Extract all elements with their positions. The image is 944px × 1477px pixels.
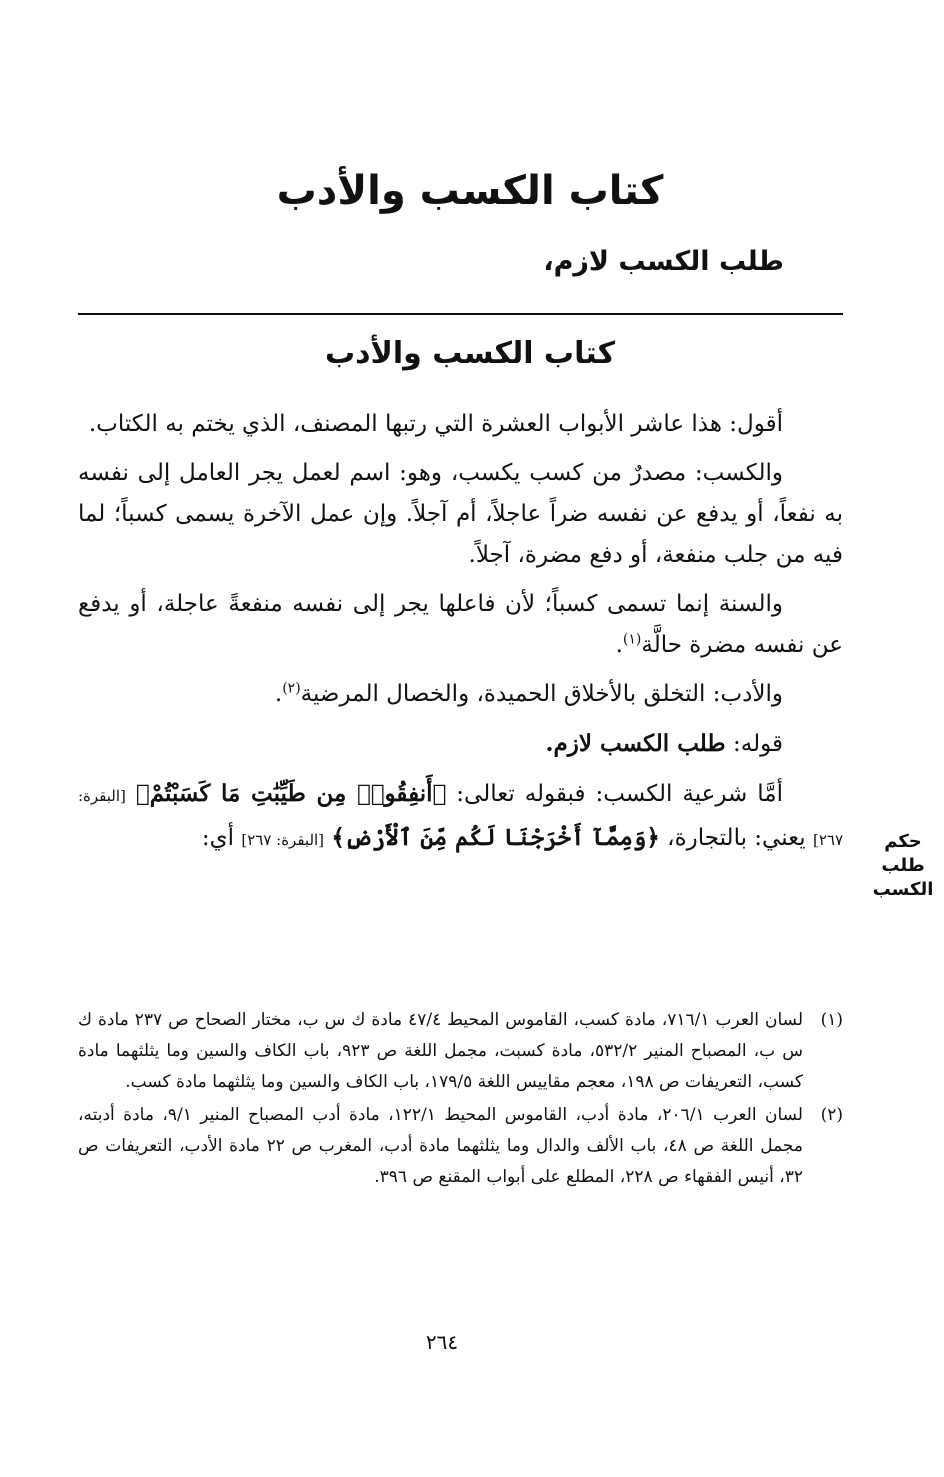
footnote-1 (78, 1005, 843, 1098)
margin-note-line-2: طلب (881, 855, 925, 876)
paragraph-legitimacy (78, 773, 843, 861)
footnote-number: (٢) (820, 1105, 843, 1125)
footnotes (78, 1005, 843, 1195)
quran-verse-2: ﴿وَمِمَّآ أَخْرَجْنَا لَكُم مِّنَ ٱلْأَرْضِ﴾ (331, 824, 660, 851)
margin-note (866, 830, 940, 902)
footnote-text: لسان العرب ٢٠٦/١، مادة أدب، القاموس المحيط ١٢٢/١، مادة أدب المصباح المنير ٩/١، مادة أدبته، مجمل اللغة ص ٤٨، باب الألف والدال وما يثلثهما مادة أدب، المغرب ص ٢٢ مادة الأدب، التعريفات ص ٣٢، أنيس الفقهاء ص ٢٢٨، المطلع على أبواب المقنع ص ٣٩٦. (78, 1105, 803, 1187)
commentary-body (78, 404, 843, 869)
verse-reference-2: [البقرة: ٢٦٧] (241, 831, 325, 849)
commentary-title: كتاب الكسب والأدب (324, 336, 616, 371)
legitimacy-mid: يعني: بالتجارة، (659, 825, 813, 851)
footnote-ref-2[interactable]: (٢) (282, 680, 301, 697)
paragraph-sunnah-text: والسنة إنما تسمى كسباً؛ لأن فاعلها يجر إلى نفسه منفعةً عاجلة، أو يدفع عن نفسه مضرة حالَّة (78, 591, 843, 658)
qawluhu-matn: طلب الكسب لازم. (545, 730, 726, 757)
quran-verse-1: ﴿أَنفِقُوا۟ مِن طَيِّبَٰتِ مَا كَسَبْتُمْ﴾ (135, 780, 447, 807)
chapter-title: كتاب الكسب والأدب (276, 168, 664, 214)
footnote-number: (١) (820, 1010, 843, 1030)
legitimacy-lead: أمَّا شرعية الكسب: فبقوله تعالى: (446, 781, 784, 807)
footnote-text: لسان العرب ٧١٦/١، مادة كسب، القاموس المحيط ٤٧/٤ مادة ك س ب، مختار الصحاح ص ٢٣٧ مادة ك س ب، المصباح المنير ٥٣٢/٢، مادة كسبت، مجمل اللغة ص ٩٢٣، باب الكاف والسين وما يثلثهما مادة كسب، التعريفات ص ١٩٨، معجم مقاييس اللغة ١٧٩/٥، باب الكاف والسين وما يثلثهما مادة كسب. (78, 1010, 803, 1092)
paragraph-intro: أقول: هذا عاشر الأبواب العشرة التي رتبها المصنف، الذي يختم به الكتاب. (88, 411, 783, 437)
footnote-ref-1[interactable]: (١) (622, 631, 642, 648)
verse-reference-1: [البقرة: ٢٦٧] (78, 787, 843, 849)
footnote-2 (78, 1100, 843, 1193)
paragraph-adab-definition: والأدب: التخلق بالأخلاق الحميدة، والخصال المرضية$^{(٢)}$. (274, 680, 783, 707)
paragraph-qawluhu (78, 723, 843, 765)
paragraph-adab-text: والأدب: التخلق بالأخلاق الحميدة، والخصال المرضية (300, 681, 783, 707)
separator-rule (78, 313, 843, 315)
legitimacy-end: أي: (201, 825, 242, 851)
paragraph-sunnah: والسنة إنما تسمى كسباً؛ لأن فاعلها يجر إلى نفسه منفعةً عاجلة، أو يدفع عن نفسه مضرة حالَّة$^{(١)}$. (78, 591, 843, 658)
margin-note-line-1: حكم (884, 831, 922, 852)
page-number: ٢٦٤ (425, 1330, 459, 1354)
margin-note-line-3: الكسب (872, 879, 934, 900)
qawluhu-lead: قوله: (725, 731, 783, 757)
paragraph-kasb-definition: والكسب: مصدرٌ من كسب يكسب، وهو: اسم لعمل يجر العامل إلى نفسه به نفعاً، أو يدفع عن نفسه ضراً عاجلاً، أم آجلاً. وإن عمل الآخرة يسمى كسباً؛ لما فيه من جلب منفعة، أو دفع مضرة، آجلاً. (78, 460, 843, 568)
matn-text: طلب الكسب لازم، (543, 246, 784, 277)
